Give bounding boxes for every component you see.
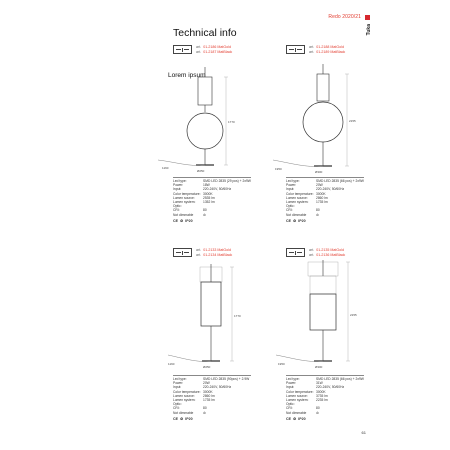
- lamp-drawing-4: [268, 258, 363, 374]
- product-header-4: [286, 248, 345, 257]
- floor-lamp-icon: [286, 248, 305, 257]
- spec-divider: [173, 375, 251, 376]
- lamp-drawing-2: [265, 62, 360, 177]
- product-header-2: [286, 45, 345, 54]
- lamp-drawing-1: [150, 65, 240, 175]
- page-number: 61: [361, 430, 366, 435]
- ce-mark-icon: CE: [286, 219, 291, 223]
- dim-height: 1770: [228, 120, 235, 124]
- recycle-icon: ♻: [293, 417, 297, 421]
- recycle-icon: ♻: [180, 417, 184, 421]
- brand-label: Redo 2020/21: [328, 14, 361, 20]
- dim-cable: 1950: [275, 167, 282, 171]
- spec-table-4: Led type: SMD LED 2835 (66 pcs) + 2x9W Power: 31W Input: 220-240V, 50/60Hz Color temperature: 3000K Lumen source: 3735 lm Lumen system: 2235 lm Optic: CRI: 80 Not dimmable ⊘: [286, 377, 364, 415]
- ip-rating: IP20: [298, 219, 306, 223]
- dim-height: 2155: [349, 119, 356, 123]
- certification-marks-1: [173, 219, 193, 223]
- lamp-drawing-3: [160, 262, 245, 374]
- certification-marks-3: [173, 417, 193, 421]
- product-code: art. 01-2189 MatBlack: [309, 50, 346, 54]
- product-code: art. 01-2186 MatGold: [196, 45, 231, 49]
- recycle-icon: ♻: [180, 219, 184, 223]
- recycle-icon: ♻: [293, 219, 297, 223]
- product-header-3: [173, 248, 232, 257]
- product-code: art. 01-2136 MatBlack: [309, 253, 346, 257]
- ce-mark-icon: CE: [173, 417, 178, 421]
- product-code: art. 01-2187 MatBlack: [196, 50, 233, 54]
- floor-lamp-icon: [173, 45, 192, 54]
- dim-cable: 1950: [278, 362, 285, 366]
- certification-marks-2: [286, 219, 306, 223]
- dim-cable: 1160: [162, 166, 169, 170]
- product-code: art. 01-2133 MatGold: [196, 248, 231, 252]
- floor-lamp-icon: [173, 248, 192, 257]
- spec-table-2: Led type: SMD LED 2835 (66 pcs) + 2x9W Power: 20W Input: 220-240V, 50/60Hz Color temperature: 3000K Lumen source: 2860 lm Lumen system: 1735 lm Optic: CRI: 80 Not dimmable ⊘: [286, 179, 364, 217]
- ce-mark-icon: CE: [173, 219, 178, 223]
- spec-divider: [173, 177, 251, 178]
- ce-mark-icon: CE: [286, 417, 291, 421]
- dim-base: Ø300: [315, 170, 323, 174]
- product-code: art. 01-2134 MatBlack: [196, 253, 233, 257]
- brand-square-icon: [365, 15, 370, 20]
- dim-base: Ø250: [197, 169, 205, 173]
- spec-table-1: Led type: SMD LED 2835 (29 pcs) + 2x9W Power: 18W Input: 220-240V, 50/60Hz Color temperature: 3000K Lumen source: 2535 lm Lumen system: 1352 lm Optic: CRI: 80 Not dimmable ⊘: [173, 179, 251, 217]
- ip-rating: IP20: [298, 417, 306, 421]
- product-code: art. 01-2188 MatGold: [309, 45, 344, 49]
- dim-base: Ø300: [315, 365, 323, 369]
- spec-divider: [286, 177, 364, 178]
- product-code: art. 01-2135 MatGold: [309, 248, 344, 252]
- product-header-1: [173, 45, 232, 54]
- page-title: Technical info: [173, 27, 237, 39]
- spec-divider: [286, 375, 364, 376]
- header-brand: [328, 14, 370, 20]
- spec-table-3: Led type: SMD LED 2835 (90pcs) + 2.9W Power: 20W Input: 220-240V, 50/60Hz Color temperature: 3000K Lumen source: 2860 lm Lumen system: 1735 lm Optic: CRI: 80 Not dimmable ⊘: [173, 377, 250, 415]
- floor-lamp-icon: [286, 45, 305, 54]
- dim-height: 1770: [234, 314, 241, 318]
- dim-base: Ø250: [203, 365, 211, 369]
- certification-marks-4: [286, 417, 306, 421]
- dim-cable: 1160: [168, 362, 175, 366]
- section-tab: Tuka: [366, 24, 372, 36]
- ip-rating: IP20: [185, 417, 193, 421]
- lorem-annotation: Lorem ipsum: [168, 72, 206, 79]
- dim-height: 2155: [350, 313, 357, 317]
- ip-rating: IP20: [185, 219, 193, 223]
